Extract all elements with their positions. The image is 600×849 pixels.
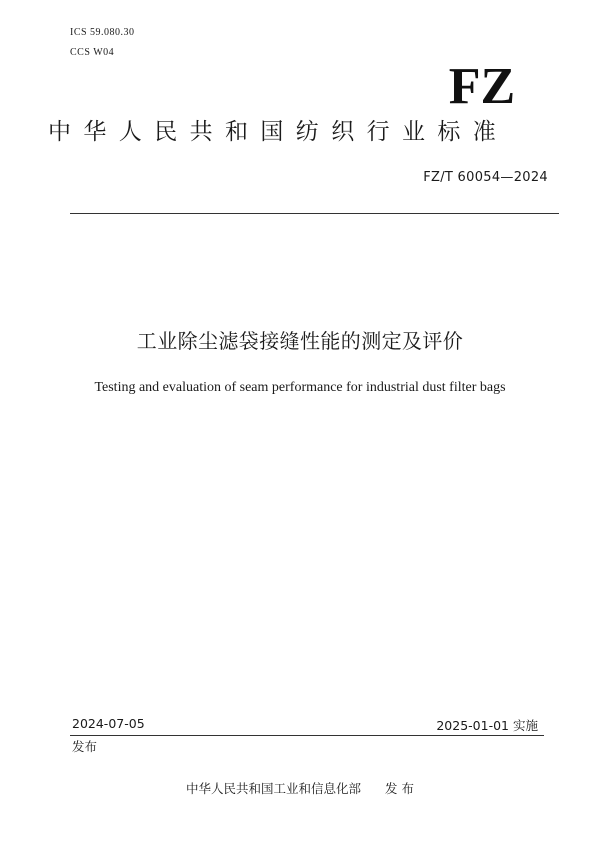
publish-label: 发布 (72, 739, 98, 754)
implement-label: 实施 (512, 718, 538, 733)
issuer-action: 发 布 (385, 781, 414, 796)
fz-logo (437, 58, 527, 110)
ics-code: ICS 59.080.30 (70, 27, 135, 38)
issuer-line (0, 779, 600, 797)
publish-date: 2024-07-05 (72, 716, 145, 731)
ccs-code: CCS W04 (70, 47, 115, 58)
fz-logo-text: FZ (448, 58, 516, 110)
header-rule (70, 213, 559, 214)
implement-date: 2025-01-01 (436, 718, 509, 733)
implement-date-line (436, 716, 538, 734)
title-chinese: 工业除尘滤袋接缝性能的测定及评价 (136, 329, 464, 353)
standard-body: 中华人民共和国纺织行业标准 (48, 119, 509, 145)
issuer-name: 中华人民共和国工业和信息化部 (186, 781, 362, 796)
title-english: Testing and evaluation of seam performance for industrial dust filter bags (94, 380, 506, 395)
footer-rule (70, 735, 544, 736)
standard-code: FZ/T 60054—2024 (423, 170, 548, 185)
